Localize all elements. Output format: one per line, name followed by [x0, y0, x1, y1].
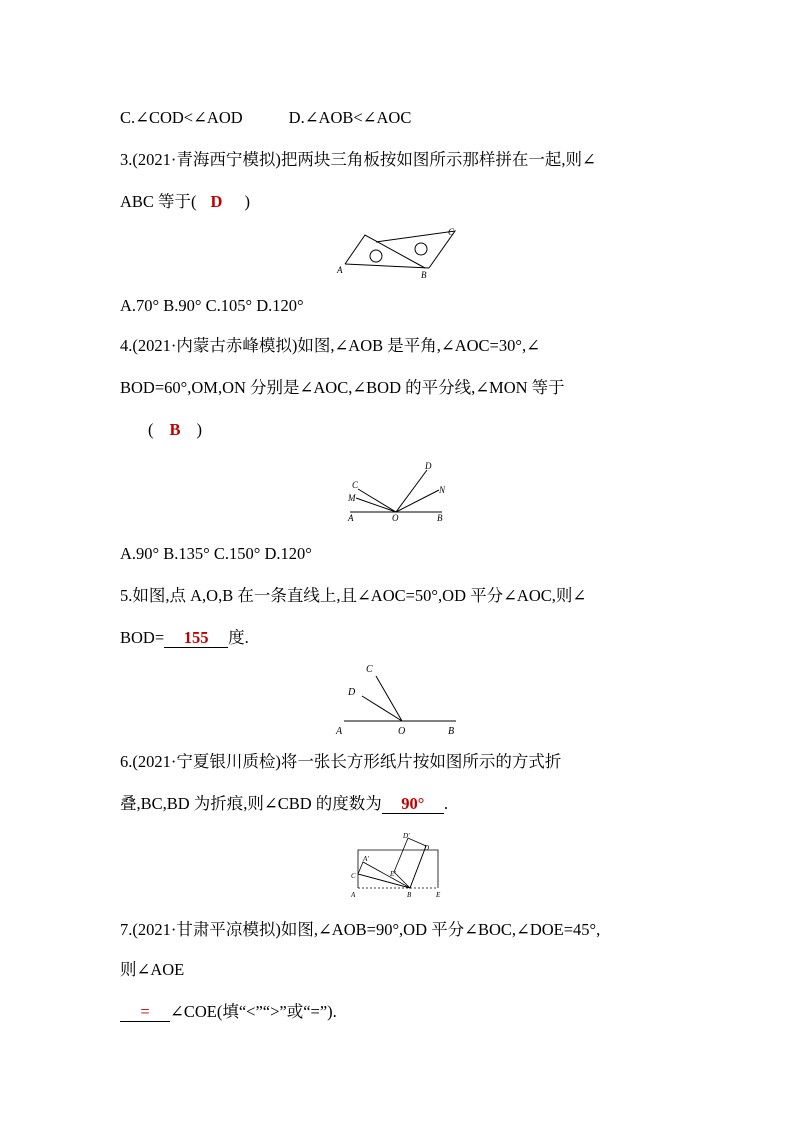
- q4-answer-line: [148, 420, 202, 440]
- q3-triangle-left: [345, 235, 425, 268]
- q6-stem-text: 叠,BC,BD 为折痕,则∠CBD 的度数为: [120, 794, 382, 813]
- q4-label-a: A: [348, 513, 354, 523]
- q4-ray-od: [396, 470, 427, 512]
- q3-base-line: [345, 264, 429, 268]
- q3-stem-line2: [120, 192, 250, 212]
- q4-stem-line2: BOD=60°,OM,ON 分别是∠AOC,∠BOD 的平分线,∠MON 等于: [120, 378, 565, 397]
- q3-stem-text: ABC 等于(: [120, 192, 197, 211]
- q6-folded-part-right: [394, 838, 426, 888]
- q5-label-c: C: [366, 664, 373, 675]
- q6-stem-line2: [120, 794, 448, 814]
- q6-stem-end: .: [443, 794, 448, 813]
- q7-stem-end: ∠COE(填“<”“>”或“=”).: [170, 1002, 337, 1021]
- q5-label-a: A: [336, 726, 343, 737]
- q5-answer-blank: [164, 629, 228, 648]
- q6-figure: [346, 828, 446, 900]
- q3-paren-close: ): [244, 192, 250, 211]
- q6-label-a-prime: A': [363, 855, 369, 863]
- q4-figure: [340, 458, 450, 524]
- q4-options: A.90° B.135° C.150° D.120°: [120, 544, 312, 563]
- q6-label-d: D: [424, 844, 430, 852]
- q3-label-a: A: [337, 265, 343, 275]
- q6-label-c: C: [351, 872, 356, 880]
- q6-answer: 90°: [401, 794, 425, 813]
- q4-label-n: N: [439, 485, 446, 495]
- q5-stem-line1: 5.如图,点 A,O,B 在一条直线上,且∠AOC=50°,OD 平分∠AOC,则∠: [120, 586, 587, 605]
- q6-answer-blank: [382, 795, 444, 814]
- q3-label-c: C: [448, 227, 455, 237]
- q5-stem-line2: [120, 628, 249, 648]
- q6-label-a: A: [351, 891, 356, 899]
- q6-rectangle: [358, 850, 438, 888]
- q7-answer-blank: [120, 1003, 170, 1022]
- q4-answer: B: [169, 420, 181, 439]
- q2-option-c: C.∠COD<∠AOD: [120, 108, 243, 127]
- q6-label-e-prime: E': [390, 870, 396, 878]
- q4-label-m: M: [348, 493, 356, 503]
- q6-label-d-prime: D': [403, 832, 410, 840]
- q5-ray-oc: [376, 676, 402, 721]
- q4-stem-line1: 4.(2021·内蒙古赤峰模拟)如图,∠AOB 是平角,∠AOC=30°,∠: [120, 336, 540, 355]
- q3-options: A.70° B.90° C.105° D.120°: [120, 296, 304, 315]
- q6-folded-part-left: [358, 862, 410, 888]
- q3-label-b: B: [421, 270, 427, 280]
- q7-stem-line3: [120, 1002, 337, 1022]
- q4-label-c: C: [352, 480, 359, 490]
- q5-label-o: O: [398, 726, 406, 737]
- q5-label-b: B: [448, 726, 455, 737]
- q3-figure: [335, 222, 465, 280]
- q3-stem-line1: 3.(2021·青海西宁模拟)把两块三角板按如图所示那样拼在一起,则∠: [120, 150, 596, 169]
- q5-figure: [332, 658, 462, 738]
- q2-option-d: D.∠AOB<∠AOC: [288, 108, 412, 127]
- q4-label-o: O: [392, 513, 399, 523]
- q3-answer: D: [210, 192, 223, 211]
- q4-label-d: D: [425, 461, 432, 471]
- q4-paren-open: (: [148, 420, 154, 439]
- q5-answer: 155: [183, 628, 209, 647]
- q5-stem-text: BOD=: [120, 628, 165, 647]
- q5-stem-end: 度.: [228, 628, 249, 647]
- q5-ray-od: [362, 696, 402, 721]
- q4-ray-on: [396, 490, 439, 512]
- q7-stem-line1: 7.(2021·甘肃平凉模拟)如图,∠AOB=90°,OD 平分∠BOC,∠DOE=45°,: [120, 920, 601, 939]
- q7-stem-line2: 则∠AOE: [120, 960, 185, 979]
- q4-paren-close: ): [196, 420, 203, 439]
- q6-stem-line1: 6.(2021·宁夏银川质检)将一张长方形纸片按如图所示的方式折: [120, 752, 562, 771]
- q5-label-d: D: [348, 687, 356, 698]
- q3-hole-left: [370, 250, 382, 262]
- q2-options: [120, 108, 411, 128]
- q3-hole-right: [415, 243, 427, 255]
- q6-label-b: B: [407, 891, 412, 899]
- q7-answer: =: [140, 1002, 150, 1021]
- q4-label-b: B: [437, 513, 443, 523]
- q6-label-e: E: [436, 891, 441, 899]
